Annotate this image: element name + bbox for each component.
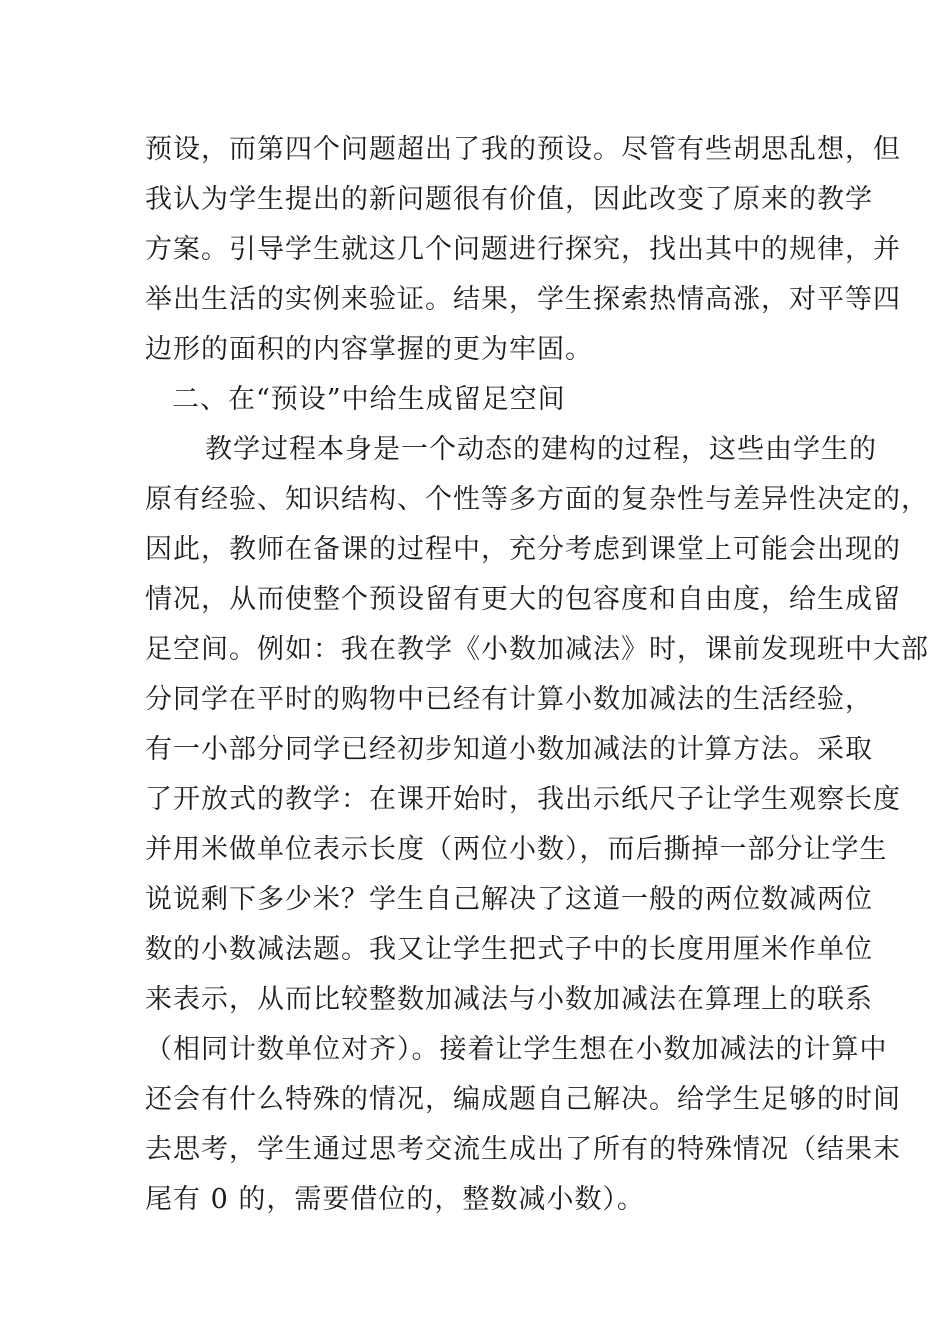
paragraph-1-line-3: 方案。引导学生就这几个问题进行探究，找出其中的规律，并 xyxy=(145,234,901,265)
paragraph-1-line-1: 预设，而第四个问题超出了我的预设。尽管有些胡思乱想，但 xyxy=(145,134,901,165)
paragraph-2-line-13: （相同计数单位对齐）。接着让学生想在小数加减法的计算中 xyxy=(145,1034,888,1065)
paragraph-2-line-6: 分同学在平时的购物中已经有计算小数加减法的生活经验， xyxy=(145,684,873,715)
paragraph-1-line-4: 举出生活的实例来验证。结果，学生探索热情高涨，对平等四 xyxy=(145,284,901,315)
paragraph-2-line-5: 足空间。例如：我在教学《小数加减法》时，课前发现班中大部 xyxy=(145,634,929,665)
paragraph-2-line-1: 教学过程本身是一个动态的建构的过程，这些由学生的 xyxy=(205,434,877,465)
paragraph-2-line-9: 并用米做单位表示长度（两位小数），而后撕掉一部分让学生 xyxy=(145,834,888,865)
paragraph-2-line-15: 去思考，学生通过思考交流生成出了所有的特殊情况（结果末 xyxy=(145,1134,901,1165)
paragraph-2-line-2: 原有经验、知识结构、个性等多方面的复杂性与差异性决定的， xyxy=(145,484,929,515)
section-heading: 二、在“预设”中给生成留足空间 xyxy=(172,384,566,415)
paragraph-2-line-12: 来表示，从而比较整数加减法与小数加减法在算理上的联系 xyxy=(145,984,873,1015)
paragraph-2-line-8: 了开放式的教学：在课开始时，我出示纸尺子让学生观察长度 xyxy=(145,784,901,815)
paragraph-2-line-11: 数的小数减法题。我又让学生把式子中的长度用厘米作单位 xyxy=(145,934,873,965)
paragraph-2-line-3: 因此，教师在备课的过程中，充分考虑到课堂上可能会出现的 xyxy=(145,534,901,565)
paragraph-1-line-2: 我认为学生提出的新问题很有价值，因此改变了原来的教学 xyxy=(145,184,873,215)
paragraph-2-line-10: 说说剩下多少米？学生自己解决了这道一般的两位数减两位 xyxy=(145,884,873,915)
paragraph-2-line-16: 尾有 0 的，需要借位的，整数减小数）。 xyxy=(145,1184,645,1215)
paragraph-1-line-5: 边形的面积的内容掌握的更为牢固。 xyxy=(145,334,593,365)
paragraph-2-line-7: 有一小部分同学已经初步知道小数加减法的计算方法。采取 xyxy=(145,734,873,765)
paragraph-2-line-14: 还会有什么特殊的情况，编成题自己解决。给学生足够的时间 xyxy=(145,1084,901,1115)
paragraph-2-line-4: 情况，从而使整个预设留有更大的包容度和自由度，给生成留 xyxy=(145,584,901,615)
